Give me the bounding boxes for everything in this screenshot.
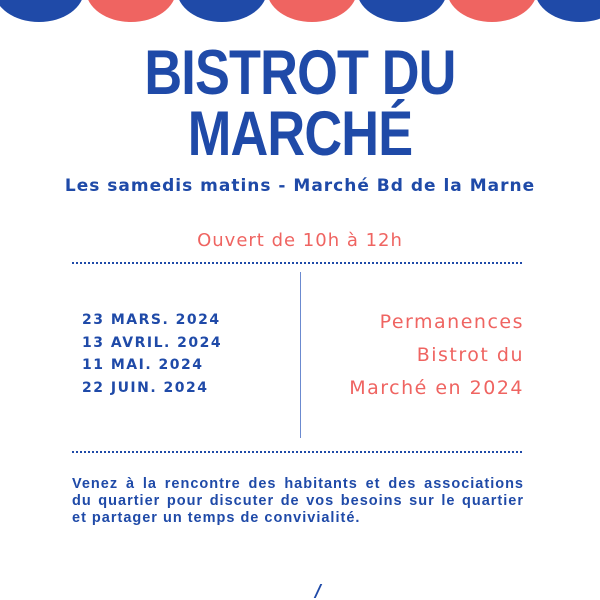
bunting-blue-flag: [0, 0, 84, 22]
permanences-line-2: Bistrot du: [416, 344, 524, 366]
opening-hours: Ouvert de 10h à 12h: [197, 230, 403, 251]
bunting-blue-flag: [177, 0, 267, 22]
bunting-coral-flag: [86, 0, 176, 22]
subtitle: Les samedis matins - Marché Bd de la Marne: [64, 176, 536, 196]
date-item: 13 AVRIL. 2024: [82, 334, 223, 351]
vertical-divider: [300, 272, 301, 438]
date-item: 11 MAI. 2024: [82, 357, 204, 373]
date-item: 22 JUIN. 2024: [82, 379, 209, 396]
title-line-2: MARCHÉ: [187, 99, 413, 169]
bunting-blue-flag: [535, 0, 600, 22]
title-line-1: BISTROT DU: [144, 38, 456, 108]
dotted-divider-bottom: [72, 451, 522, 453]
permanences-heading: [349, 306, 524, 405]
invitation-paragraph: Venez à la rencontre des habitants et des associations du quartier pour discuter de vos besoins sur le quartier et partager un temps de convivialité.: [72, 476, 524, 526]
bunting-coral-flag: [447, 0, 537, 22]
dates-list: [82, 309, 222, 399]
permanences-line-3: Marché en 2024: [349, 377, 524, 399]
bunting-blue-flag: [357, 0, 447, 22]
slash-mark: [314, 584, 323, 598]
permanences-line-1: Permanences: [379, 311, 524, 333]
date-item: 23 MARS. 2024: [82, 312, 221, 328]
dotted-divider-top: [72, 262, 522, 264]
bunting-coral-flag: [267, 0, 357, 22]
bunting-decoration: [0, 0, 600, 30]
